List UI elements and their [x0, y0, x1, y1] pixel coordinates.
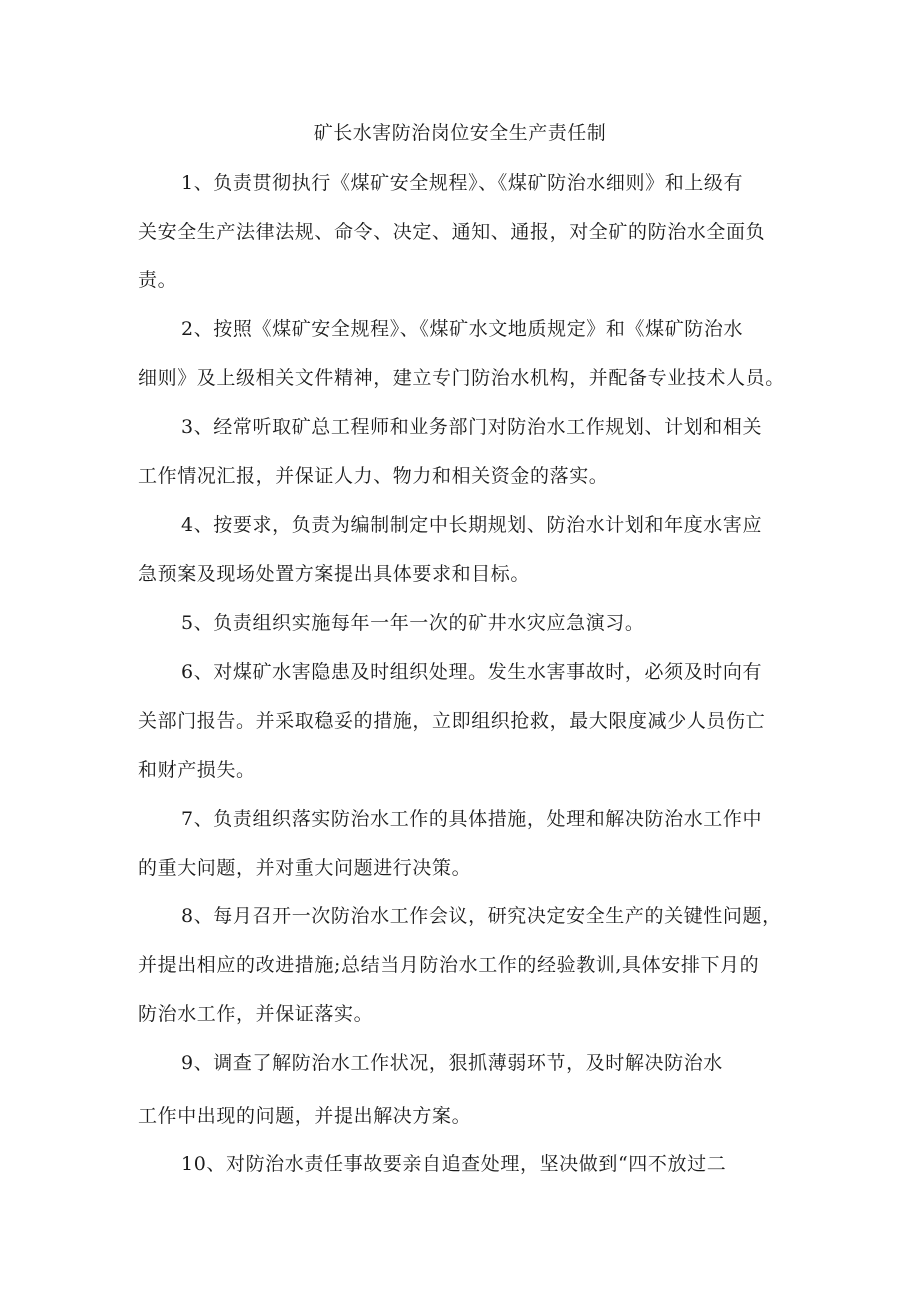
paragraph-10-line-1: 10、对防治水责任事故要亲自追查处理，坚决做到“四不放过二	[181, 1153, 727, 1175]
paragraph-8-line-1: 8、每月召开一次防治水工作会议，研究决定安全生产的关键性问题，	[181, 905, 782, 927]
paragraph-1-line-2: 关安全生产法律法规、命令、决定、通知、通报，对全矿的防治水全面负	[138, 221, 766, 243]
paragraph-6-line-1: 6、对煤矿水害隐患及时组织处理。发生水害事故时，必须及时向有	[181, 661, 763, 683]
paragraph-1-line-3: 责。	[138, 269, 178, 291]
paragraph-2-line-2: 细则》及上级相关文件精神，建立专门防治水机构，并配备专业技术人员。	[138, 367, 785, 389]
paragraph-6-line-3: 和财产损失。	[138, 759, 256, 781]
paragraph-3-line-2: 工作情况汇报，并保证人力、物力和相关资金的落实。	[138, 465, 609, 487]
document-title: 矿长水害防治岗位安全生产责任制	[313, 122, 607, 144]
paragraph-8-line-3: 防治水工作，并保证落实。	[138, 1003, 374, 1025]
paragraph-3-line-1: 3、经常听取矿总工程师和业务部门对防治水工作规划、计划和相关	[181, 416, 763, 438]
paragraph-7-line-1: 7、负责组织落实防治水工作的具体措施，处理和解决防治水工作中	[181, 808, 763, 830]
paragraph-6-line-2: 关部门报告。并采取稳妥的措施，立即组织抢救，最大限度减少人员伤亡	[138, 710, 766, 732]
paragraph-4-line-2: 急预案及现场处置方案提出具体要求和目标。	[138, 563, 531, 585]
paragraph-5-line-1: 5、负责组织实施每年一年一次的矿井水灾应急演习。	[181, 612, 645, 634]
paragraph-1-line-1: 1、负责贯彻执行《煤矿安全规程》、《煤矿防治水细则》和上级有	[181, 172, 744, 194]
paragraph-7-line-2: 的重大问题，并对重大问题进行决策。	[138, 857, 472, 879]
paragraph-9-line-2: 工作中出现的问题，并提出解决方案。	[138, 1105, 472, 1127]
paragraph-2-line-1: 2、按照《煤矿安全规程》、《煤矿水文地质规定》和《煤矿防治水	[181, 318, 744, 340]
paragraph-8-line-2: 并提出相应的改进措施;总结当月防治水工作的经验教训,具体安排下月的	[138, 954, 760, 976]
paragraph-4-line-1: 4、按要求，负责为编制制定中长期规划、防治水计划和年度水害应	[181, 514, 763, 536]
paragraph-9-line-1: 9、调查了解防治水工作状况，狠抓薄弱环节，及时解决防治水	[181, 1052, 723, 1074]
